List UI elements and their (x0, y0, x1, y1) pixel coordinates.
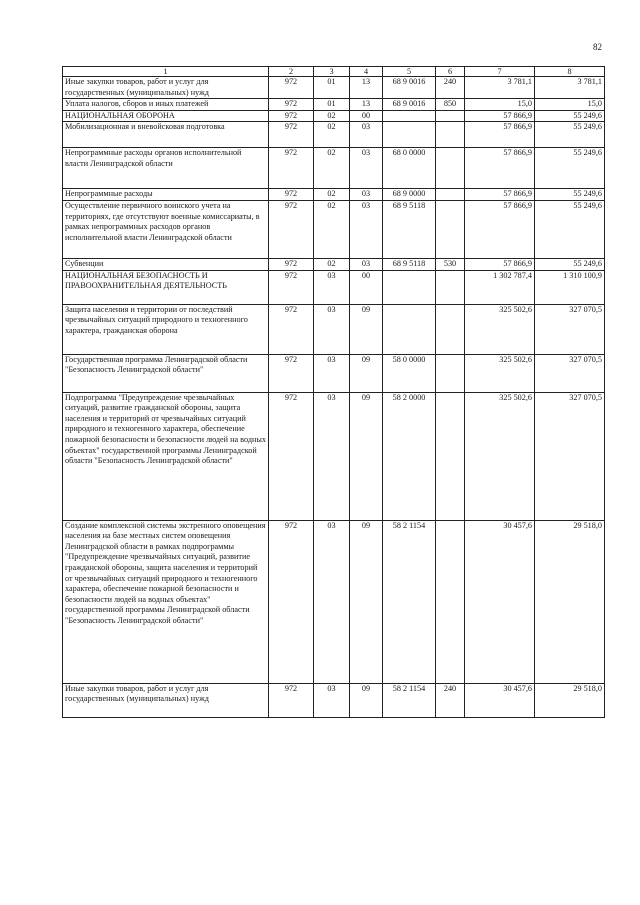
row-code-subsection: 03 (350, 189, 383, 201)
row-code-target: 58 0 0000 (383, 354, 436, 392)
row-code-section: 03 (314, 354, 350, 392)
row-code-target (383, 270, 436, 304)
row-code-type: 240 (436, 683, 465, 717)
row-name: НАЦИОНАЛЬНАЯ ОБОРОНА (63, 110, 269, 122)
row-code-type (436, 148, 465, 189)
row-code-section: 02 (314, 148, 350, 189)
row-code-section: 02 (314, 258, 350, 270)
table-row (63, 99, 605, 111)
row-amount-2: 29 518,0 (535, 683, 605, 717)
row-code-subsection: 03 (350, 200, 383, 258)
row-name: Осуществление первичного воинского учета на территориях, где отсутствуют военные комиссариаты, в рамках непрограммных расходов органов исполнительной власти Ленинградской области (63, 200, 269, 258)
row-code-target (383, 110, 436, 122)
table-row (63, 520, 605, 683)
row-amount-1: 325 502,6 (465, 354, 535, 392)
row-code-type: 240 (436, 77, 465, 99)
row-code-subsection: 09 (350, 354, 383, 392)
row-code-section: 01 (314, 77, 350, 99)
row-code-section: 03 (314, 683, 350, 717)
row-code-section: 03 (314, 270, 350, 304)
table-row (63, 148, 605, 189)
row-code-admin: 972 (269, 77, 314, 99)
row-code-type (436, 200, 465, 258)
row-name: НАЦИОНАЛЬНАЯ БЕЗОПАСНОСТЬ И ПРАВООХРАНИТЕЛЬНАЯ ДЕЯТЕЛЬНОСТЬ (63, 270, 269, 304)
row-code-subsection: 03 (350, 148, 383, 189)
row-code-admin: 972 (269, 189, 314, 201)
row-amount-2: 55 249,6 (535, 110, 605, 122)
row-code-target: 58 2 1154 (383, 520, 436, 683)
row-name: Создание комплексной системы экстренного оповещения населения на базе местных систем оповещения Ленинградской области в рамках подпрограммы "Предупреждение чрезвычайных ситуаций, развитие гражданской обороны, защита населения и территорий от чрезвычайных ситуаций природного и техногенного характера, обеспечение пожарной безопасности и безопасности людей на водных объектах" государственной программы Ленинградской области "Безопасность Ленинградской области" (63, 520, 269, 683)
row-code-target: 68 9 0016 (383, 77, 436, 99)
header-cell: 6 (436, 67, 465, 77)
row-name: Субвенции (63, 258, 269, 270)
page-number: 82 (593, 42, 602, 52)
row-amount-1: 57 866,9 (465, 258, 535, 270)
row-code-type (436, 110, 465, 122)
row-code-section: 03 (314, 392, 350, 520)
table-row (63, 110, 605, 122)
row-code-subsection: 09 (350, 392, 383, 520)
row-code-admin: 972 (269, 392, 314, 520)
row-code-admin: 972 (269, 200, 314, 258)
row-code-section: 02 (314, 200, 350, 258)
header-cell: 2 (269, 67, 314, 77)
row-code-subsection: 13 (350, 99, 383, 111)
header-cell: 3 (314, 67, 350, 77)
table-row (63, 683, 605, 717)
row-amount-2: 29 518,0 (535, 520, 605, 683)
row-code-subsection: 13 (350, 77, 383, 99)
row-code-target: 68 0 0000 (383, 148, 436, 189)
row-amount-2: 55 249,6 (535, 258, 605, 270)
row-code-type: 530 (436, 258, 465, 270)
row-amount-2: 3 781,1 (535, 77, 605, 99)
table-row (63, 304, 605, 354)
row-code-subsection: 09 (350, 304, 383, 354)
row-code-admin: 972 (269, 122, 314, 148)
row-amount-1: 57 866,9 (465, 122, 535, 148)
row-code-section: 02 (314, 122, 350, 148)
row-code-admin: 972 (269, 304, 314, 354)
row-code-type (436, 122, 465, 148)
row-amount-1: 3 781,1 (465, 77, 535, 99)
row-amount-1: 57 866,9 (465, 189, 535, 201)
row-amount-1: 15,0 (465, 99, 535, 111)
row-amount-1: 30 457,6 (465, 520, 535, 683)
row-amount-2: 327 070,5 (535, 304, 605, 354)
row-amount-2: 55 249,6 (535, 148, 605, 189)
row-code-target: 68 9 5118 (383, 258, 436, 270)
table-row (63, 354, 605, 392)
row-amount-2: 327 070,5 (535, 354, 605, 392)
row-amount-1: 325 502,6 (465, 392, 535, 520)
row-code-type (436, 392, 465, 520)
row-code-type (436, 304, 465, 354)
row-code-subsection: 03 (350, 258, 383, 270)
table-row (63, 189, 605, 201)
row-code-target: 68 9 5118 (383, 200, 436, 258)
table-row (63, 392, 605, 520)
row-amount-1: 57 866,9 (465, 200, 535, 258)
row-amount-1: 57 866,9 (465, 148, 535, 189)
row-code-subsection: 09 (350, 520, 383, 683)
row-code-target (383, 122, 436, 148)
row-name: Иные закупки товаров, работ и услуг для государственных (муниципальных) нужд (63, 77, 269, 99)
row-code-type: 850 (436, 99, 465, 111)
row-code-section: 03 (314, 520, 350, 683)
table-row (63, 258, 605, 270)
row-amount-2: 1 310 100,9 (535, 270, 605, 304)
row-amount-2: 327 070,5 (535, 392, 605, 520)
row-code-target: 58 2 0000 (383, 392, 436, 520)
row-amount-2: 55 249,6 (535, 200, 605, 258)
row-name: Иные закупки товаров, работ и услуг для государственных (муниципальных) нужд (63, 683, 269, 717)
row-name: Уплата налогов, сборов и иных платежей (63, 99, 269, 111)
table-row (63, 200, 605, 258)
row-code-admin: 972 (269, 270, 314, 304)
row-amount-1: 325 502,6 (465, 304, 535, 354)
row-code-subsection: 00 (350, 110, 383, 122)
row-amount-1: 1 302 787,4 (465, 270, 535, 304)
header-cell: 5 (383, 67, 436, 77)
row-code-admin: 972 (269, 354, 314, 392)
row-code-subsection: 09 (350, 683, 383, 717)
row-code-section: 01 (314, 99, 350, 111)
header-cell: 7 (465, 67, 535, 77)
row-code-admin: 972 (269, 148, 314, 189)
header-row (63, 67, 605, 77)
row-name: Государственная программа Ленинградской области "Безопасность Ленинградской области" (63, 354, 269, 392)
row-code-type (436, 354, 465, 392)
row-code-admin: 972 (269, 110, 314, 122)
table-row (63, 77, 605, 99)
header-cell: 8 (535, 67, 605, 77)
row-code-admin: 972 (269, 99, 314, 111)
row-amount-2: 55 249,6 (535, 189, 605, 201)
header-cell: 1 (63, 67, 269, 77)
row-name: Подпрограмма "Предупреждение чрезвычайных ситуаций, развитие гражданской обороны, защита населения и территорий от чрезвычайных ситуаций природного и техногенного характера, обеспечение пожарной безопасности и безопасности людей на водных объектах" государственной программы Ленинградской области "Безопасность Ленинградской области" (63, 392, 269, 520)
table-row (63, 122, 605, 148)
row-name: Непрограммные расходы органов исполнительной власти Ленинградской области (63, 148, 269, 189)
row-amount-2: 15,0 (535, 99, 605, 111)
row-code-admin: 972 (269, 520, 314, 683)
table-row (63, 270, 605, 304)
row-amount-1: 30 457,6 (465, 683, 535, 717)
row-name: Мобилизационная и вневойсковая подготовка (63, 122, 269, 148)
row-code-type (436, 189, 465, 201)
row-amount-1: 57 866,9 (465, 110, 535, 122)
row-code-subsection: 00 (350, 270, 383, 304)
row-amount-2: 55 249,6 (535, 122, 605, 148)
row-code-section: 03 (314, 304, 350, 354)
row-code-section: 02 (314, 110, 350, 122)
row-code-section: 02 (314, 189, 350, 201)
header-cell: 4 (350, 67, 383, 77)
row-code-admin: 972 (269, 683, 314, 717)
row-code-subsection: 03 (350, 122, 383, 148)
budget-table (62, 66, 605, 718)
row-code-admin: 972 (269, 258, 314, 270)
row-code-target (383, 304, 436, 354)
row-code-target: 58 2 1154 (383, 683, 436, 717)
row-code-target: 68 9 0000 (383, 189, 436, 201)
row-name: Защита населения и территории от последствий чрезвычайных ситуаций природного и техногенного характера, гражданская оборона (63, 304, 269, 354)
row-code-type (436, 520, 465, 683)
row-name: Непрограммные расходы (63, 189, 269, 201)
row-code-type (436, 270, 465, 304)
row-code-target: 68 9 0016 (383, 99, 436, 111)
